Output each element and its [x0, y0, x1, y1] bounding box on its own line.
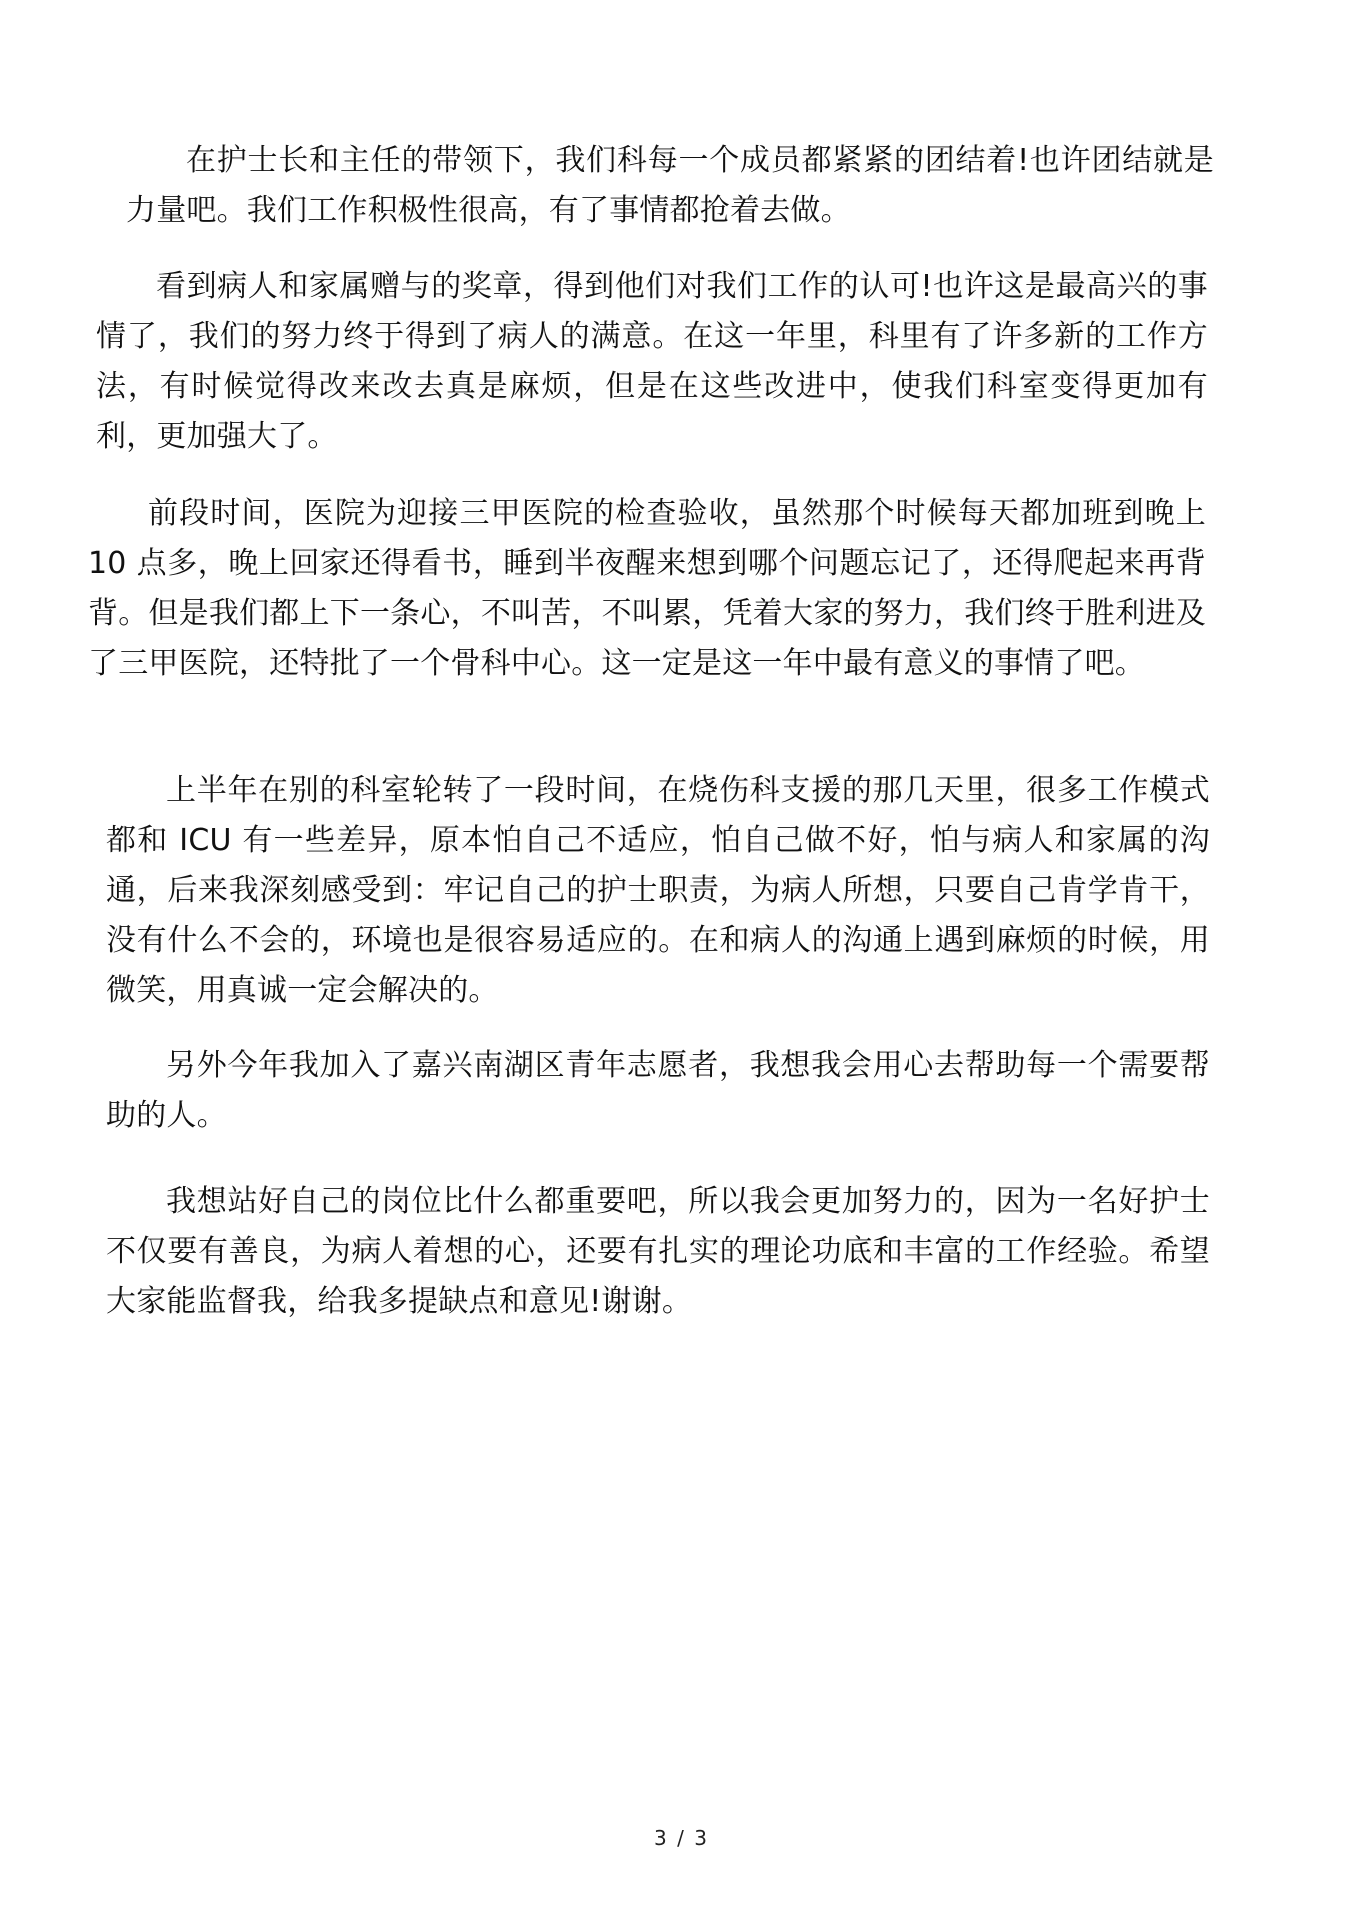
paragraph-hospital-inspection: 前段时间，医院为迎接三甲医院的检查验收，虽然那个时候每天都加班到晚上 10 点多，晚上回家还得看书，睡到半夜醒来想到哪个问题忘记了，还得爬起来再背背。但是我们都上下一条心，不叫苦，不叫累，凭着大家的努力，我们终于胜利进及了三甲医院，还特批了一个骨科中心。这一定是这一年中最有意义的事情了吧。: [88, 496, 1206, 681]
page-number: 3 / 3: [654, 1826, 709, 1850]
paragraph-teamwork: 在护士长和主任的带领下，我们科每一个成员都紧紧的团结着!也许团结就是力量吧。我们工作积极性很高，有了事情都抢着去做。: [126, 143, 1214, 228]
paragraph-closing: 我想站好自己的岗位比什么都重要吧，所以我会更加努力的，因为一名好护士不仅要有善良，为病人着想的心，还要有扎实的理论功底和丰富的工作经验。希望大家能监督我，给我多提缺点和意见!谢谢。: [106, 1184, 1210, 1319]
paragraph-recognition: 看到病人和家属赠与的奖章，得到他们对我们工作的认可!也许这是最高兴的事情了，我们的努力终于得到了病人的满意。在这一年里，科里有了许多新的工作方法，有时候觉得改来改去真是麻烦，但是在这些改进中，使我们科室变得更加有利，更加强大了。: [96, 269, 1208, 454]
paragraph-rotation: 上半年在别的科室轮转了一段时间，在烧伤科支援的那几天里，很多工作模式都和 ICU 有一些差异，原本怕自己不适应，怕自己做不好，怕与病人和家属的沟通，后来我深刻感受到：牢记自己的护士职责，为病人所想，只要自己肯学肯干，没有什么不会的，环境也是很容易适应的。在和病人的沟通上遇到麻烦的时候，用微笑，用真诚一定会解决的。: [106, 773, 1210, 1008]
paragraph-volunteer: 另外今年我加入了嘉兴南湖区青年志愿者，我想我会用心去帮助每一个需要帮助的人。: [106, 1048, 1210, 1133]
